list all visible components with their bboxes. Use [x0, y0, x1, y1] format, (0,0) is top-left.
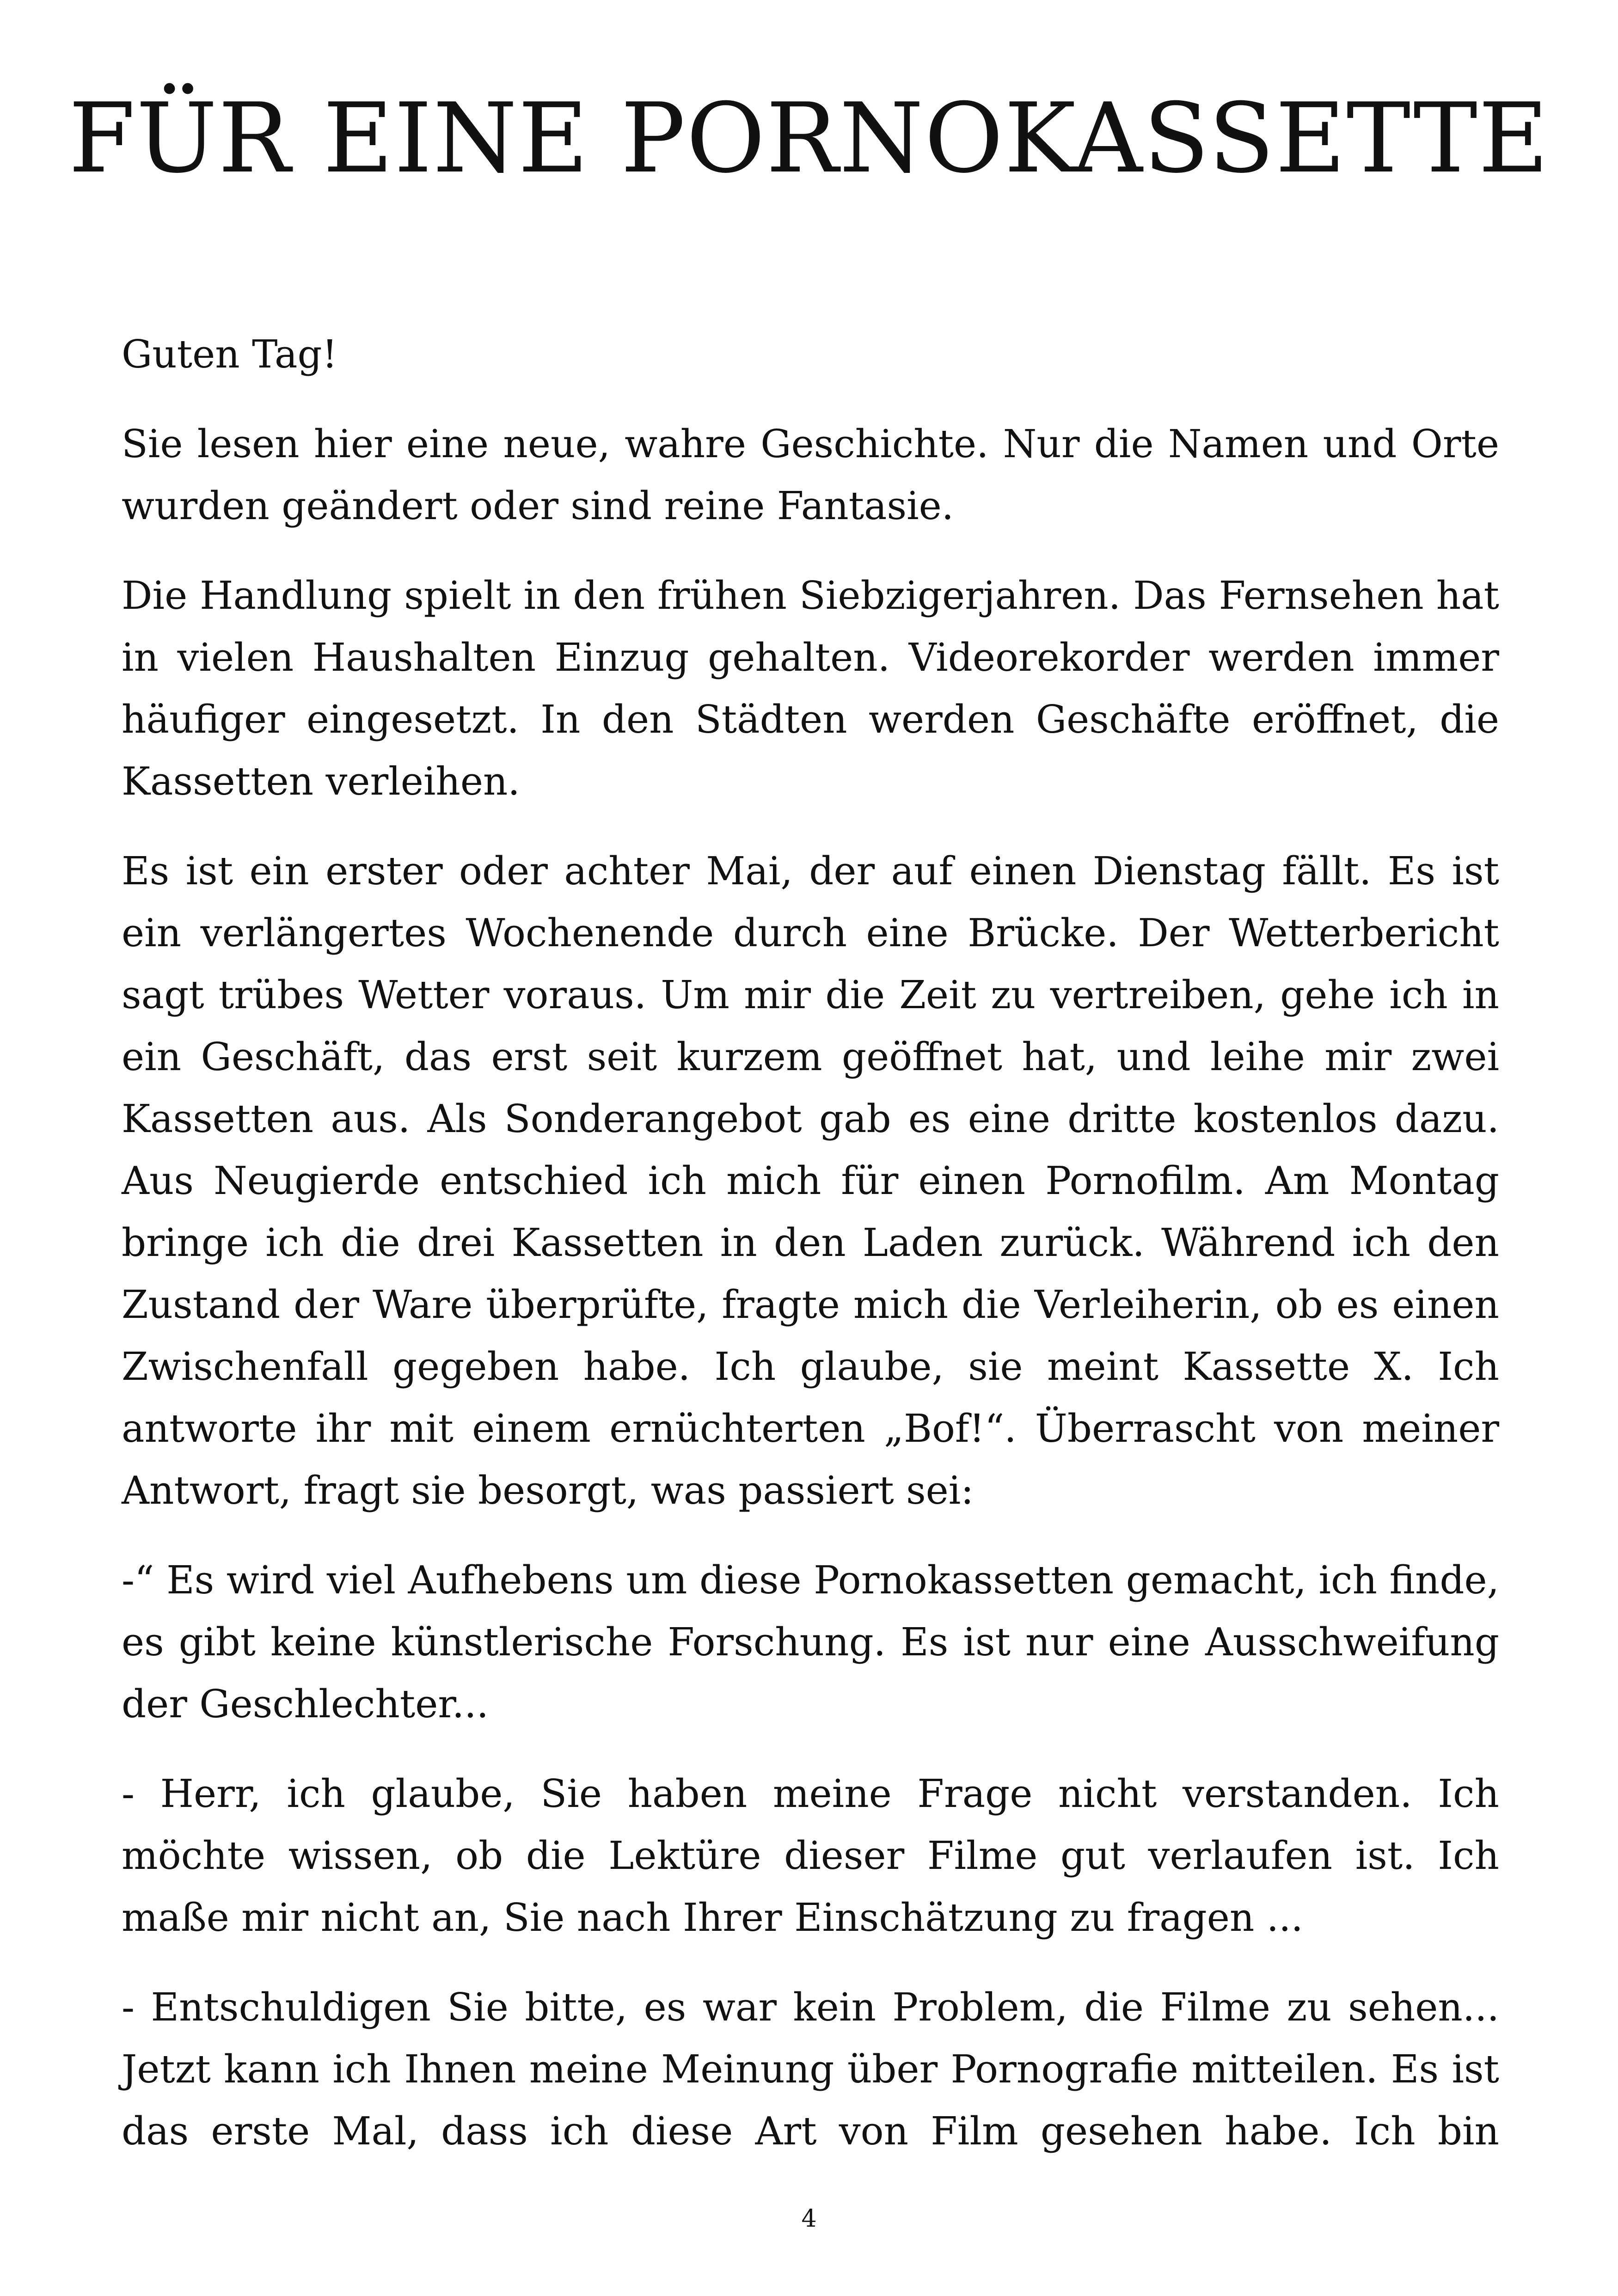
page-number: 4 — [801, 2205, 817, 2233]
paragraph-dialogue-3: - Entschuldigen Sie bitte, es war kein Problem, die Filme zu sehen... Jetzt kann ich Ihnen meine Meinung über Pornografie mitteilen. Es ist das erste Mal, dass ich diese Art von Film gesehen habe. Ich bin — [122, 1985, 1499, 2154]
paragraph-greeting: Guten Tag! — [122, 332, 337, 377]
paragraph-dialogue-2: - Herr, ich glaube, Sie haben meine Frage nicht verstanden. Ich möchte wissen, ob die Lektüre dieser Filme gut verlaufen ist. Ich maße mir nicht an, Sie nach Ihrer Einschätzung zu fragen ... — [122, 1771, 1499, 1940]
paragraph-intro: Sie lesen hier eine neue, wahre Geschichte. Nur die Namen und Orte wurden geändert oder sind reine Fantasie. — [122, 422, 1499, 528]
paragraph-story: Es ist ein erster oder achter Mai, der auf einen Dienstag fällt. Es ist ein verlängertes Wochenende durch eine Brücke. Der Wetterbericht sagt trübes Wetter voraus. Um mir die Zeit zu vertreiben, gehe ich in ein Geschäft, das erst seit kurzem geöffnet hat, und leihe mir zwei Kassetten aus. Als Sonderangebot gab es eine dritte kostenlos dazu. Aus Neugierde entschied ich mich für einen Pornofilm. Am Montag bringe ich die drei Kassetten in den Laden zurück. Während ich den Zustand der Ware überprüfte, fragte mich die Verleiherin, ob es einen Zwischenfall gegeben habe. Ich glaube, sie meint Kassette X. Ich antworte ihr mit einem ernüchterten „Bof!“. Überrascht von meiner Antwort, fragt sie besorgt, was passiert sei: — [122, 849, 1499, 1513]
paragraph-dialogue-1: -“ Es wird viel Aufhebens um diese Pornokassetten gemacht, ich finde, es gibt keine künstlerische Forschung. Es ist nur eine Ausschweifung der Geschlechter... — [122, 1558, 1499, 1727]
page-title: FÜR EINE PORNOKASSETTE — [68, 83, 1550, 195]
paragraph-setting: Die Handlung spielt in den frühen Siebzigerjahren. Das Fernsehen hat in vielen Haushalten Einzug gehalten. Videorekorder werden immer häufiger eingesetzt. In den Städten werden Geschäfte eröffnet, die Kassetten verleihen. — [122, 573, 1499, 804]
body-text — [122, 324, 1499, 2162]
